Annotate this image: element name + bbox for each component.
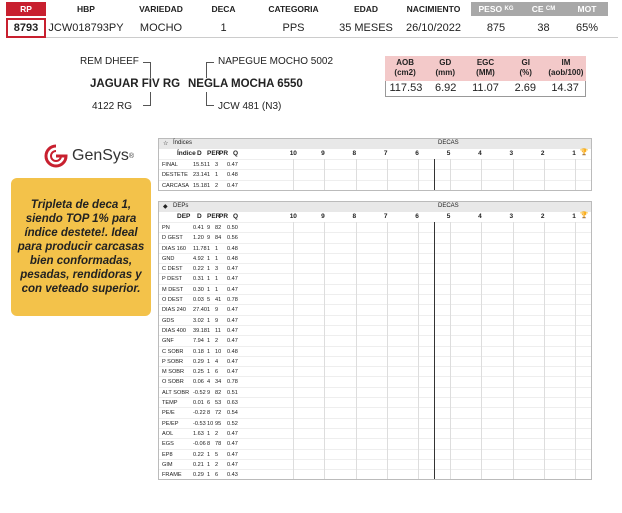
- panel-title: [159, 139, 591, 149]
- row-name: M DEST: [162, 286, 184, 293]
- hbp-value: JCW018793PY: [48, 22, 124, 34]
- row-value: -0.53: [193, 420, 206, 427]
- row-value: 0.03: [193, 297, 204, 304]
- row-deca: 1: [207, 369, 211, 376]
- row-name: FINAL: [162, 162, 178, 168]
- table-row: [159, 180, 591, 190]
- row-pr: 0.78: [227, 297, 238, 304]
- row-deca: 1: [207, 461, 211, 468]
- panel-title-text: DEPs: [173, 203, 189, 209]
- row-name: GIM: [162, 461, 173, 468]
- scale-row: [159, 212, 591, 222]
- pedigree-line: [206, 92, 214, 106]
- row-deca: 1: [207, 338, 211, 345]
- row-deca: 1: [207, 348, 211, 355]
- row-value: 23.14: [193, 172, 207, 179]
- row-deca: 4: [207, 379, 211, 386]
- row-name: O DEST: [162, 297, 183, 304]
- scale-tick: 10: [289, 213, 297, 220]
- row-per: 72: [215, 410, 222, 417]
- header-row: [6, 2, 618, 16]
- row-per: 1: [215, 172, 219, 179]
- row-name: TEMP: [162, 400, 178, 407]
- row-pr: 0.47: [227, 430, 238, 437]
- categoria-value: PPS: [282, 22, 305, 34]
- row-per: 53: [215, 400, 222, 407]
- ebv-value: 14.37: [551, 82, 579, 94]
- ebv-header: GI (%): [519, 58, 532, 77]
- table-row: [159, 438, 591, 448]
- row-value: -0.22: [193, 410, 206, 417]
- col-rp: RP: [6, 2, 46, 16]
- row-name: M SOBR: [162, 369, 185, 376]
- row-deca: 8: [207, 410, 211, 417]
- row-name: CARCASA: [162, 182, 190, 189]
- column-header: Q: [233, 150, 239, 157]
- grid-line: [513, 159, 514, 190]
- col-peso: PESO KG: [471, 2, 521, 16]
- col-categoria: CATEGORIA: [268, 4, 319, 14]
- row-value: 1.20: [193, 235, 204, 242]
- ebv-value: 2.69: [514, 82, 536, 94]
- row-deca: 1: [207, 327, 211, 334]
- ebv-header: IM (aob/100): [548, 58, 584, 77]
- grid-line: [450, 222, 451, 479]
- row-name: GDS: [162, 317, 175, 324]
- rp-value: 8793: [6, 18, 46, 38]
- grid-line: [356, 222, 357, 479]
- table-row: [159, 232, 591, 242]
- ebv-value: 11.07: [472, 82, 499, 94]
- panel-title-text: Índices: [173, 140, 193, 146]
- row-name: EGS: [162, 441, 174, 448]
- center-line: [434, 222, 435, 479]
- row-value: 0.18: [193, 348, 204, 355]
- table-row: [159, 253, 591, 263]
- row-deca: 10: [207, 420, 214, 427]
- gensys-logo-icon: [44, 144, 68, 168]
- nacimiento-value: 26/10/2022: [405, 22, 462, 34]
- row-pr: 0.56: [227, 235, 238, 242]
- row-value: 0.22: [193, 266, 204, 273]
- grid-line: [544, 222, 545, 479]
- row-value: 0.29: [193, 358, 204, 365]
- row-pr: 0.47: [227, 369, 238, 376]
- table-row: [159, 315, 591, 325]
- table-row: [159, 169, 591, 179]
- highlight-note: Tripleta de deca 1, siendo TOP 1% para índice destete!. Ideal para producir carcasas bien conformadas, pesadas, rendidoras y con veteado superior.: [11, 178, 151, 316]
- row-pr: 0.48: [227, 172, 238, 179]
- pedigree-pgd: 4122 RG: [92, 101, 133, 112]
- row-per: 84: [215, 235, 222, 242]
- star-icon: ☆: [163, 141, 169, 147]
- indices-panel: [158, 138, 592, 191]
- scale-tick: 1: [572, 213, 576, 220]
- row-name: GND: [162, 255, 175, 262]
- logo-mark: ®: [128, 152, 135, 160]
- scale-tick: 6: [415, 150, 419, 157]
- row-deca: 6: [207, 400, 211, 407]
- ce-value: 38: [537, 22, 550, 34]
- row-per: 78: [215, 441, 222, 448]
- row-name: EP8: [162, 451, 173, 458]
- table-row: [159, 428, 591, 438]
- scale-tick: 6: [415, 213, 419, 220]
- table-row: [159, 284, 591, 294]
- row-deca: 1: [207, 472, 211, 479]
- table-row: [159, 469, 591, 479]
- table-row: [159, 159, 591, 169]
- scale-tick: 7: [383, 150, 388, 157]
- scale-tick: 9: [321, 213, 325, 220]
- row-per: 82: [215, 225, 222, 231]
- table-row: [159, 418, 591, 428]
- row-name: FRAME: [162, 472, 182, 479]
- row-pr: 0.54: [227, 410, 238, 417]
- scale-tick: 5: [446, 150, 451, 157]
- pedigree-line: [206, 62, 214, 78]
- ebv-header: EGC (MM): [476, 58, 495, 77]
- row-value: 0.22: [193, 451, 204, 458]
- row-per: 9: [215, 307, 219, 314]
- row-per: 1: [215, 286, 219, 293]
- row-name: O SOBR: [162, 379, 184, 386]
- column-header: PER: [207, 213, 221, 220]
- column-header: DEP: [177, 213, 191, 220]
- row-per: 3: [215, 162, 219, 168]
- table-row: [159, 325, 591, 335]
- column-header: Q: [233, 213, 239, 220]
- row-value: 15.51: [193, 162, 207, 168]
- scale-tick: 3: [509, 213, 514, 220]
- row-per: 10: [215, 348, 222, 355]
- row-per: 2: [215, 338, 219, 345]
- row-value: -0.52: [193, 389, 206, 396]
- scale-tick: 7: [383, 213, 388, 220]
- grid-line: [418, 159, 419, 190]
- scale-tick: 3: [509, 150, 514, 157]
- row-deca: 1: [207, 255, 211, 262]
- chart-body: [159, 159, 591, 190]
- row-per: 9: [215, 317, 219, 324]
- row-pr: 0.43: [227, 472, 238, 479]
- scale-tick: 4: [478, 150, 482, 157]
- row-value: 0.01: [193, 400, 204, 407]
- column-header: D: [197, 213, 202, 220]
- ebv-table: [385, 56, 586, 97]
- ebv-value: 117.53: [389, 82, 423, 94]
- row-per: 1: [215, 245, 219, 252]
- trophy-icon: 🏆: [580, 149, 589, 156]
- col-edad: EDAD: [353, 4, 379, 14]
- diamond-icon: ◆: [163, 204, 168, 210]
- row-value: 1.63: [193, 430, 204, 437]
- col-hbp: HBP: [77, 4, 95, 14]
- row-pr: 0.47: [227, 317, 238, 324]
- scale-tick: 8: [352, 213, 357, 220]
- table-row: [159, 366, 591, 376]
- row-deca: 9: [207, 235, 211, 242]
- table-row: [159, 397, 591, 407]
- row-deca: 5: [207, 297, 211, 304]
- table-row: [159, 449, 591, 459]
- row-value: 15.18: [193, 182, 207, 189]
- row-pr: 0.47: [227, 307, 238, 314]
- row-pr: 0.47: [227, 358, 238, 365]
- table-row: [159, 346, 591, 356]
- row-deca: 1: [207, 317, 211, 324]
- row-per: 41: [215, 297, 222, 304]
- decas-label: DECAS: [438, 140, 459, 146]
- row-name: C SOBR: [162, 348, 184, 355]
- table-row: [159, 304, 591, 314]
- row-name: PE/EP: [162, 420, 179, 427]
- center-line: [434, 159, 435, 190]
- pedigree-dam: NEGLA MOCHA 6550: [188, 78, 303, 90]
- row-value: 4.92: [193, 255, 204, 262]
- table-row: [159, 459, 591, 469]
- row-deca: 1: [207, 172, 211, 179]
- row-name: DESTETE: [162, 172, 188, 179]
- grid-line: [513, 222, 514, 479]
- pedigree-sire: JAGUAR FIV RG: [90, 78, 181, 90]
- row-name: ALT SOBR: [162, 389, 190, 396]
- table-row: [159, 407, 591, 417]
- row-per: 5: [215, 451, 219, 458]
- row-name: DIAS 240: [162, 307, 186, 314]
- row-pr: 0.48: [227, 348, 238, 355]
- row-value: 0.30: [193, 286, 204, 293]
- scale-tick: 10: [289, 150, 297, 157]
- row-value: 0.25: [193, 369, 204, 376]
- col-mot: MOT: [566, 2, 608, 16]
- row-pr: 0.51: [227, 389, 238, 396]
- row-value: 0.41: [193, 225, 204, 231]
- grid-line: [293, 159, 294, 190]
- table-row: [159, 222, 591, 232]
- column-header: D: [197, 150, 202, 157]
- row-name: PN: [162, 225, 170, 231]
- row-pr: 0.47: [227, 451, 238, 458]
- row-value: 7.94: [193, 338, 204, 345]
- row-per: 2: [215, 430, 219, 437]
- grid-line: [575, 159, 576, 190]
- grid-line: [356, 159, 357, 190]
- ebv-header: GD (mm): [435, 58, 456, 77]
- row-deca: 1: [207, 276, 211, 283]
- row-value: 0.29: [193, 472, 204, 479]
- row-per: 6: [215, 472, 219, 479]
- row-pr: 0.47: [227, 182, 238, 189]
- row-name: P SOBR: [162, 358, 184, 365]
- column-header: PR: [219, 213, 229, 220]
- row-pr: 0.50: [227, 225, 238, 231]
- row-deca: 9: [207, 389, 211, 396]
- row-value: 0.31: [193, 276, 204, 283]
- row-pr: 0.63: [227, 400, 238, 407]
- table-row: [159, 387, 591, 397]
- row-pr: 0.47: [227, 327, 238, 334]
- row-pr: 0.47: [227, 162, 238, 168]
- ebv-value: 6.92: [434, 82, 457, 94]
- col-variedad: VARIEDAD: [139, 4, 183, 14]
- row-per: 2: [215, 461, 219, 468]
- row-deca: 8: [207, 441, 211, 448]
- edad-value: 35 MESES: [339, 22, 393, 34]
- row-per: 95: [215, 420, 222, 427]
- scale-row: [159, 149, 591, 159]
- row-deca: 1: [207, 307, 211, 314]
- col-ce: CE CM: [521, 2, 566, 16]
- variedad-value: MOCHO: [139, 22, 183, 34]
- row-deca: 1: [207, 451, 211, 458]
- row-deca: 9: [207, 225, 211, 231]
- row-per: 1: [215, 276, 219, 283]
- peso-value: 875: [486, 22, 506, 34]
- grid-line: [575, 222, 576, 479]
- grid-line: [293, 222, 294, 479]
- row-name: DIAS 400: [162, 327, 186, 334]
- row-per: 11: [215, 327, 221, 334]
- row-deca: 1: [207, 245, 211, 252]
- col-nacimiento: NACIMIENTO: [406, 4, 461, 14]
- row-value: 3.02: [193, 317, 204, 324]
- row-value: -0.06: [193, 441, 206, 448]
- scale-tick: 2: [540, 213, 545, 220]
- row-pr: 0.78: [227, 379, 238, 386]
- table-row: [159, 335, 591, 345]
- row-name: D GEST: [162, 235, 183, 242]
- deps-panel: [158, 201, 592, 480]
- mot-value: 65%: [575, 22, 599, 34]
- row-deca: 1: [207, 182, 211, 189]
- scale-tick: 4: [478, 213, 482, 220]
- row-deca: 1: [207, 286, 211, 293]
- chart-body: [159, 222, 591, 479]
- column-header: PR: [219, 150, 229, 157]
- row-value: 0.21: [193, 461, 204, 468]
- row-per: 4: [215, 358, 219, 365]
- table-row: [159, 273, 591, 283]
- row-pr: 0.47: [227, 461, 238, 468]
- table-row: [159, 243, 591, 253]
- row-pr: 0.47: [227, 276, 238, 283]
- row-value: 27.40: [193, 307, 207, 314]
- col-deca: DECA: [211, 4, 236, 14]
- row-name: AOL: [162, 430, 174, 437]
- pedigree-line: [143, 92, 151, 106]
- row-name: DIAS 160: [162, 245, 186, 252]
- scale-tick: 5: [446, 213, 451, 220]
- panel-title: [159, 202, 591, 212]
- scale-tick: 1: [572, 150, 576, 157]
- pedigree-mgs: NAPEGUE MOCHO 5002: [218, 56, 334, 67]
- row-per: 34: [215, 379, 222, 386]
- decas-label: DECAS: [438, 203, 459, 209]
- row-pr: 0.48: [227, 255, 238, 262]
- pedigree-line: [143, 62, 151, 78]
- grid-line: [387, 159, 388, 190]
- table-row: [159, 356, 591, 366]
- row-per: 2: [215, 182, 219, 189]
- scale-tick: 2: [540, 150, 545, 157]
- row-value: 0.06: [193, 379, 204, 386]
- row-name: GNF: [162, 338, 174, 345]
- grid-line: [418, 222, 419, 479]
- grid-line: [450, 159, 451, 190]
- deca-value: 1: [220, 22, 227, 34]
- trophy-icon: 🏆: [580, 212, 589, 219]
- values-row: [6, 18, 618, 38]
- row-per: 82: [215, 389, 222, 396]
- column-header: Índice: [177, 150, 196, 157]
- row-per: 1: [215, 255, 219, 262]
- row-pr: 0.47: [227, 286, 238, 293]
- grid-line: [481, 159, 482, 190]
- pedigree-mgd: JCW 481 (N3): [218, 101, 282, 112]
- table-row: [159, 263, 591, 273]
- row-per: 6: [215, 369, 219, 376]
- row-pr: 0.47: [227, 441, 238, 448]
- row-value: 39.18: [193, 327, 207, 334]
- row-deca: 1: [207, 430, 211, 437]
- grid-line: [544, 159, 545, 190]
- row-deca: 1: [207, 162, 211, 168]
- grid-line: [324, 222, 325, 479]
- row-name: P DEST: [162, 276, 183, 283]
- row-pr: 0.47: [227, 266, 238, 273]
- scale-tick: 8: [352, 150, 357, 157]
- row-deca: 1: [207, 358, 211, 365]
- grid-line: [481, 222, 482, 479]
- row-deca: 1: [207, 266, 211, 273]
- row-pr: 0.52: [227, 420, 238, 427]
- row-pr: 0.47: [227, 338, 238, 345]
- grid-line: [324, 159, 325, 190]
- table-row: [159, 376, 591, 386]
- row-name: C DEST: [162, 266, 183, 273]
- gensys-logo: [44, 144, 134, 168]
- grid-line: [387, 222, 388, 479]
- row-pr: 0.48: [227, 245, 238, 252]
- row-value: 11.78: [193, 245, 207, 252]
- row-per: 3: [215, 266, 219, 273]
- row-name: PE/E: [162, 410, 175, 417]
- logo-text: GenSys: [72, 147, 129, 164]
- scale-tick: 9: [321, 150, 325, 157]
- table-row: [159, 294, 591, 304]
- ebv-header: AOB (cm2): [394, 58, 416, 77]
- column-header: PER: [207, 150, 221, 157]
- pedigree-pgs: REM DHEEF: [80, 56, 139, 67]
